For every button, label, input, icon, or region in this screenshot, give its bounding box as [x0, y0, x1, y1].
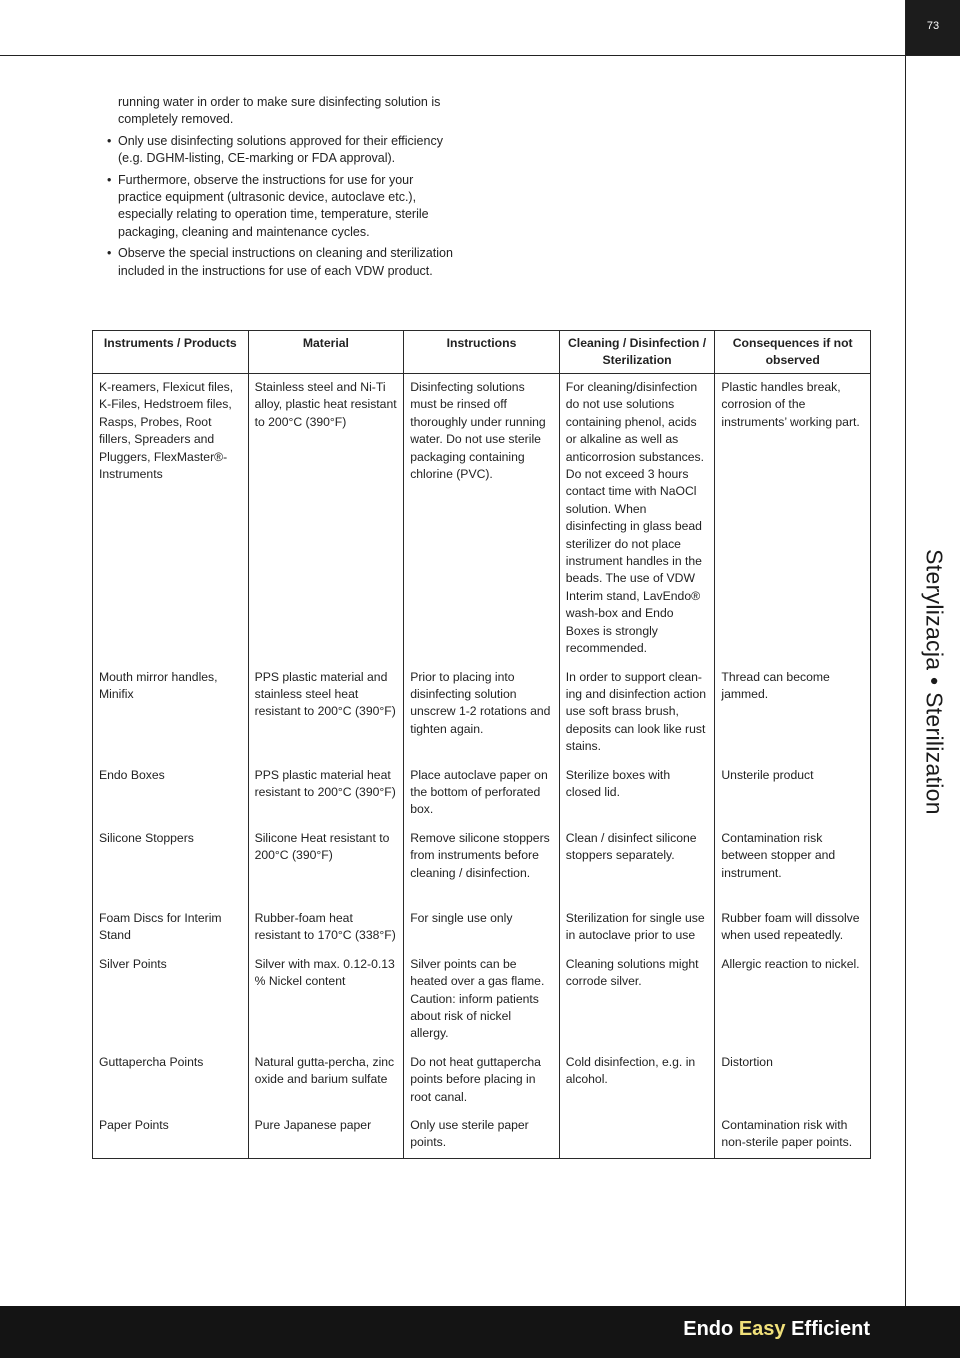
- intro-bullet: • Only use disinfecting solutions approved for their efficiency (e.g. DGHM-listing, CE-marking or FDA approval).: [118, 133, 458, 168]
- table-cell: Only use sterile paper points.: [404, 1112, 560, 1158]
- brand-word-endo: Endo: [683, 1318, 734, 1340]
- table-cell: Plastic handles break, corrosion of the instruments’ working part.: [715, 374, 871, 664]
- table-cell: Silicone Heat resistant to 200°C (390°F): [248, 825, 404, 888]
- table-row: [93, 825, 871, 888]
- top-header-bar: [0, 0, 960, 56]
- table-cell: Prior to placing into disinfecting solution unscrew 1-2 rotations and tighten again.: [404, 664, 560, 762]
- table-cell: Guttapercha Points: [93, 1049, 249, 1112]
- intro-continuation: running water in order to make sure disinfecting solution is completely removed.: [118, 95, 441, 127]
- table-cell: Rubber foam will dissolve when used repeatedly.: [715, 888, 871, 951]
- table-header-row: [93, 331, 871, 374]
- section-side-title: Sterylizacja • Sterilization: [921, 549, 948, 815]
- table-cell: Cold disinfection, e.g. in alcohol.: [559, 1049, 715, 1112]
- table-row: [93, 1049, 871, 1112]
- table-cell: Silver Points: [93, 951, 249, 1049]
- table-cell: Silicone Stoppers: [93, 825, 249, 888]
- table-cell: Distortion: [715, 1049, 871, 1112]
- table-cell: Silver with max. 0.12-0.13 % Nickel content: [248, 951, 404, 1049]
- intro-text: [118, 94, 458, 284]
- table-cell: Silver points can be heated over a gas flame. Caution: inform patients about risk of nickel allergy.: [404, 951, 560, 1049]
- intro-bullet: • Observe the special instructions on cleaning and sterilization included in the instructions for use of each VDW product.: [118, 245, 458, 280]
- table-cell: Contamination risk with non-sterile paper points.: [715, 1112, 871, 1158]
- page-number: 73: [926, 20, 940, 32]
- header-material: Material: [248, 331, 404, 374]
- table-cell: Mouth mirror handles, Minifix: [93, 664, 249, 762]
- table-cell: Do not heat guttapercha points before placing in root canal.: [404, 1049, 560, 1112]
- table-cell: Disinfecting solutions must be rinsed off thoroughly under running water. Do not use sterile packaging containing chlorine (PVC).: [404, 374, 560, 664]
- right-margin-rule: [905, 0, 906, 1306]
- table-cell: Foam Discs for Interim Stand: [93, 888, 249, 951]
- table-cell: For cleaning/disinfection do not use solutions containing phenol, acids or alkaline as well as anticorrosion substances. Do not exceed 3 hours contact time with NaOCl solution. When disinfecting in glass bead sterilizer do not place instrument handles in the beads. The use of VDW Interim stand, LavEndo® wash-box and Endo Boxes is strongly recommended.: [559, 374, 715, 664]
- page-number-box: [906, 0, 960, 55]
- table-cell: [559, 1112, 715, 1158]
- table-cell: Sterilize boxes with closed lid.: [559, 762, 715, 825]
- table-cell: Paper Points: [93, 1112, 249, 1158]
- table-row: [93, 951, 871, 1049]
- table-row: [93, 374, 871, 664]
- table-cell: Sterilization for single use in autoclave prior to use: [559, 888, 715, 951]
- table-row: [93, 762, 871, 825]
- table-cell: Clean / disinfect silicone stoppers separately.: [559, 825, 715, 888]
- header-cleaning: Cleaning / Disinfection / Sterilization: [559, 331, 715, 374]
- header-instruments: Instruments / Products: [93, 331, 249, 374]
- table-cell: Stainless steel and Ni-Ti alloy, plastic heat resistant to 200°C (390°F): [248, 374, 404, 664]
- header-instructions: Instructions: [404, 331, 560, 374]
- table-cell: Cleaning solutions might corrode silver.: [559, 951, 715, 1049]
- table-cell: K-reamers, Flexicut files, K-Files, Hedstroem files, Rasps, Probes, Root fillers, Spreaders and Pluggers, FlexMaster®-Instruments: [93, 374, 249, 664]
- table-cell: Rubber-foam heat resistant to 170°C (338°F): [248, 888, 404, 951]
- table-row: [93, 664, 871, 762]
- table-cell: PPS plastic material heat resistant to 200°C (390°F): [248, 762, 404, 825]
- brand-word-easy: Easy: [738, 1318, 786, 1340]
- table-cell: PPS plastic material and stainless steel heat resistant to 200°C (390°F): [248, 664, 404, 762]
- table-cell: Natural gutta-percha, zinc oxide and barium sulfate: [248, 1049, 404, 1112]
- intro-bullet: • Furthermore, observe the instructions for use for your practice equipment (ultrasonic device, autoclave etc.), especially relating to operation time, temperature, sterile packaging, cleaning and maintenance cycles.: [118, 172, 458, 242]
- table-cell: Thread can become jammed.: [715, 664, 871, 762]
- table-cell: For single use only: [404, 888, 560, 951]
- brand-word-efficient: Efficient: [791, 1318, 870, 1340]
- table-cell: In order to support clean-ing and disinfection action use soft brass brush, deposits can look like rust stains.: [559, 664, 715, 762]
- footer-bar: [0, 1306, 960, 1358]
- header-consequences: Consequences if not observed: [715, 331, 871, 374]
- table-row: [93, 1112, 871, 1158]
- table-cell: Pure Japanese paper: [248, 1112, 404, 1158]
- table-cell: Contamination risk between stopper and instrument.: [715, 825, 871, 888]
- table-cell: Place autoclave paper on the bottom of perforated box.: [404, 762, 560, 825]
- sterilization-table: [92, 330, 871, 1159]
- table-row: [93, 888, 871, 951]
- table-cell: Unsterile product: [715, 762, 871, 825]
- brand-slogan: [683, 1318, 870, 1341]
- table-cell: Allergic reaction to nickel.: [715, 951, 871, 1049]
- table-cell: Remove silicone stoppers from instruments before cleaning / disinfection.: [404, 825, 560, 888]
- table-cell: Endo Boxes: [93, 762, 249, 825]
